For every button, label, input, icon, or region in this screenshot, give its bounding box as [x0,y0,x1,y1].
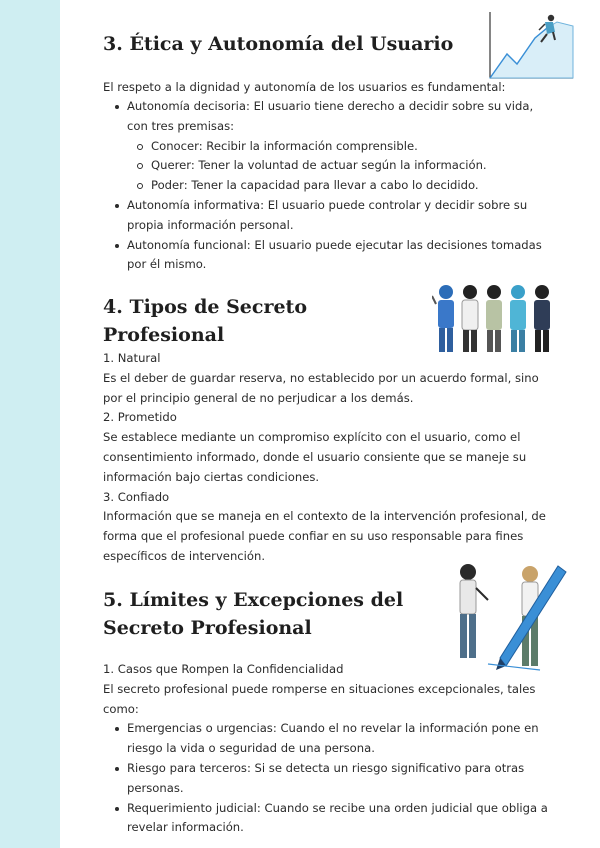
type-description: Información que se maneja en el contexto de la intervención profesional, de forma que el profesional puede confiar en su uso responsable para fines específicos de intervención. [103,509,546,563]
section5-intro: El secreto profesional puede romperse en situaciones excepcionales, tales como: [103,681,536,716]
section5-body [103,660,548,838]
section3-intro: El respeto a la dignidad y autonomía de los usuarios es fundamental: [103,80,506,94]
list-item: Riesgo para terceros: Si se detecta un riesgo significativo para otras personas. [103,759,548,799]
list-item: Autonomía informativa: El usuario puede controlar y decidir sobre su propia información personal. [103,196,548,236]
section5-subtitle: 1. Casos que Rompen la Confidencialidad [103,662,344,676]
sublist-item: Querer: Tener la voluntad de actuar según la información. [127,156,548,176]
sublist-item: Conocer: Recibir la información comprensible. [127,137,548,157]
sidebar-strip [0,0,60,848]
section4-body [103,349,548,567]
document-page [60,0,600,848]
section4-title: 4. Tipos de Secreto Profesional [103,296,307,346]
section3-list [103,97,548,275]
workers-group-icon [432,278,560,358]
list-item: Requerimiento judicial: Cuando se recibe una orden judicial que obliga a revelar información. [103,799,548,839]
type-description: Se establece mediante un compromiso explícito con el usuario, como el consentimiento informado, donde el usuario consiente que se maneje su información bajo ciertas condiciones. [103,430,527,484]
list-item-text: Autonomía decisoria: El usuario tiene derecho a decidir sobre su vida, con tres premisas: [127,99,534,133]
type-heading: 1. Natural [103,351,161,365]
section5-title: 5. Límites y Excepciones del Secreto Profesional [103,589,404,639]
sublist-item: Poder: Tener la capacidad para llevar a cabo lo decidido. [127,176,548,196]
list-item: Autonomía funcional: El usuario puede ejecutar las decisiones tomadas por él mismo. [103,236,548,276]
list-item: Emergencias o urgencias: Cuando el no revelar la información pone en riesgo la vida o seguridad de una persona. [103,719,548,759]
climber-chart-icon [485,8,577,84]
list-item [103,97,548,196]
section3-title: 3. Ética y Autonomía del Usuario [103,33,454,55]
type-heading: 3. Confiado [103,489,170,504]
people-with-pencil-icon [448,558,570,676]
sublist [127,137,548,196]
section5-list [103,719,548,838]
type-heading: 2. Prometido [103,410,177,425]
type-description: Es el deber de guardar reserva, no establecido por un acuerdo formal, sino por el principio general de no perjudicar a los demás. [103,370,539,405]
